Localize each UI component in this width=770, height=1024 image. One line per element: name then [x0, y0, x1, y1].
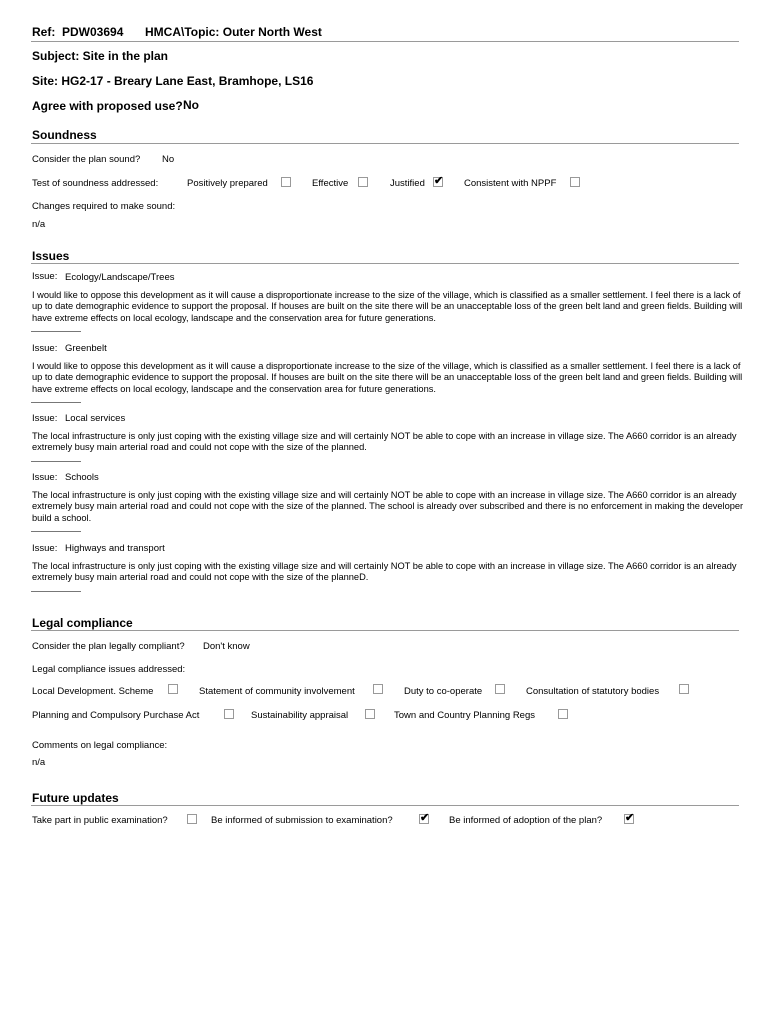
legal-duty-label: Duty to co-operate — [404, 686, 483, 697]
issue-text: The local infrastructure is only just coping with the existing village size and will certainly NOT be able to cope with an increase in village size. The A660 corridor is an already extremely busy main arterial road and could not cope with the size of the planneD. — [32, 561, 737, 583]
changes-label: Changes required to make sound: — [32, 201, 176, 212]
legal-duty-checkbox[interactable] — [495, 684, 505, 694]
issues-divider — [31, 263, 739, 264]
checkmark-icon: ✔ — [420, 812, 430, 824]
legal-sci-checkbox[interactable] — [373, 684, 383, 694]
changes-value: n/a — [32, 219, 46, 230]
soundness-heading: Soundness — [32, 128, 97, 142]
test-effective-label: Effective — [312, 178, 349, 189]
test-consistent-nppf-checkbox[interactable] — [570, 177, 580, 187]
issue-text: The local infrastructure is only just coping with the existing village size and will certainly NOT be able to cope with an increase in village size. The A660 corridor is an already extremely busy main arterial road and could not cope with the size of the planned. — [32, 431, 737, 453]
sound-label: Consider the plan sound? — [32, 154, 141, 165]
issue-label: Issue: — [32, 413, 58, 424]
legal-tcpr-checkbox[interactable] — [558, 709, 568, 719]
legal-heading: Legal compliance — [32, 616, 133, 630]
checkmark-icon: ✔ — [625, 812, 635, 824]
legal-sci-label: Statement of community involvement — [199, 686, 355, 697]
compliant-label: Consider the plan legally compliant? — [32, 641, 185, 652]
header-divider — [31, 41, 739, 42]
test-effective-checkbox[interactable] — [358, 177, 368, 187]
ref-value: PDW03694 — [62, 25, 124, 39]
legal-tcpr-label: Town and Country Planning Regs — [394, 710, 536, 721]
issue-text: I would like to oppose this development as it will cause a disproportionate increase to the size of the village, which is classified as a smaller settlement. I feel there is a lack of up to date demographic evidence to support the proposal. If houses are built on the site there will be an unacceptable loss of the green belt land and green fields. Building will have extreme effects on local ecology, landscape and the conservation area for future generations. — [32, 290, 743, 323]
legal-pcpa-label: Planning and Compulsory Purchase Act — [32, 710, 200, 721]
legal-issues-label: Legal compliance issues addressed: — [32, 664, 186, 675]
test-positively-prepared-checkbox[interactable] — [281, 177, 291, 187]
legal-consultation-label: Consultation of statutory bodies — [526, 686, 660, 697]
tests-label: Test of soundness addressed: — [32, 178, 159, 189]
future-examination-checkbox[interactable] — [187, 814, 197, 824]
subject: Subject: Site in the plan — [32, 49, 169, 63]
ref-label: Ref: — [32, 25, 56, 39]
future-heading: Future updates — [32, 791, 119, 805]
issue-topic: Local services — [65, 413, 126, 424]
issue-separator — [31, 461, 81, 462]
sound-value: No — [162, 154, 175, 165]
test-justified-label: Justified — [390, 178, 425, 189]
legal-comments-label: Comments on legal compliance: — [32, 740, 168, 751]
issue-text: I would like to oppose this development as it will cause a disproportionate increase to the size of the village, which is classified as a smaller settlement. I feel there is a lack of up to date demographic evidence to support the proposal. If houses are built on the site there will be an unacceptable loss of the green belt land and green fields. Building will have extreme effects on local ecology, landscape and the conservation area for future generations. — [32, 361, 743, 394]
test-positively-prepared-label: Positively prepared — [187, 178, 268, 189]
future-divider — [31, 805, 739, 806]
issue-text: The local infrastructure is only just coping with the existing village size and will certainly NOT be able to cope with an increase in village size. The A660 corridor is an already extremely busy main arterial road and could not cope with the size of the planned. The school is already over subscribed and there is no enforcement in making the developer build a school. — [32, 490, 744, 523]
agree-label: Agree with proposed use? — [32, 99, 183, 113]
issue-separator — [31, 591, 81, 592]
legal-lds-checkbox[interactable] — [168, 684, 178, 694]
issue-separator — [31, 531, 81, 532]
issue-topic: Schools — [65, 472, 99, 483]
issue-separator — [31, 331, 81, 332]
legal-pcpa-checkbox[interactable] — [224, 709, 234, 719]
issue-topic: Ecology/Landscape/Trees — [65, 272, 175, 283]
issue-topic: Highways and transport — [65, 543, 165, 554]
legal-lds-label: Local Development. Scheme — [32, 686, 154, 697]
test-consistent-nppf-label: Consistent with NPPF — [464, 178, 557, 189]
issue-label: Issue: — [32, 472, 58, 483]
test-justified-checkbox[interactable] — [433, 177, 443, 187]
agree-value: No — [183, 98, 199, 112]
soundness-divider — [31, 143, 739, 144]
topic: HMCA\Topic: Outer North West — [145, 25, 322, 39]
checkmark-icon: ✔ — [434, 175, 444, 187]
legal-consultation-checkbox[interactable] — [679, 684, 689, 694]
issue-separator — [31, 402, 81, 403]
legal-sa-label: Sustainability appraisal — [251, 710, 349, 721]
issues-heading: Issues — [32, 249, 70, 263]
issue-label: Issue: — [32, 543, 58, 554]
compliant-value: Don't know — [203, 641, 250, 652]
issue-label: Issue: — [32, 343, 58, 354]
legal-sa-checkbox[interactable] — [365, 709, 375, 719]
future-submission-checkbox[interactable] — [419, 814, 429, 824]
site: Site: HG2-17 - Breary Lane East, Bramhope, LS16 — [32, 74, 314, 88]
future-adoption-checkbox[interactable] — [624, 814, 634, 824]
legal-comments-value: n/a — [32, 757, 46, 768]
future-adoption-label: Be informed of adoption of the plan? — [449, 815, 603, 826]
future-examination-label: Take part in public examination? — [32, 815, 168, 826]
issue-topic: Greenbelt — [65, 343, 107, 354]
future-submission-label: Be informed of submission to examination? — [211, 815, 393, 826]
legal-divider — [31, 630, 739, 631]
issue-label: Issue: — [32, 271, 58, 282]
